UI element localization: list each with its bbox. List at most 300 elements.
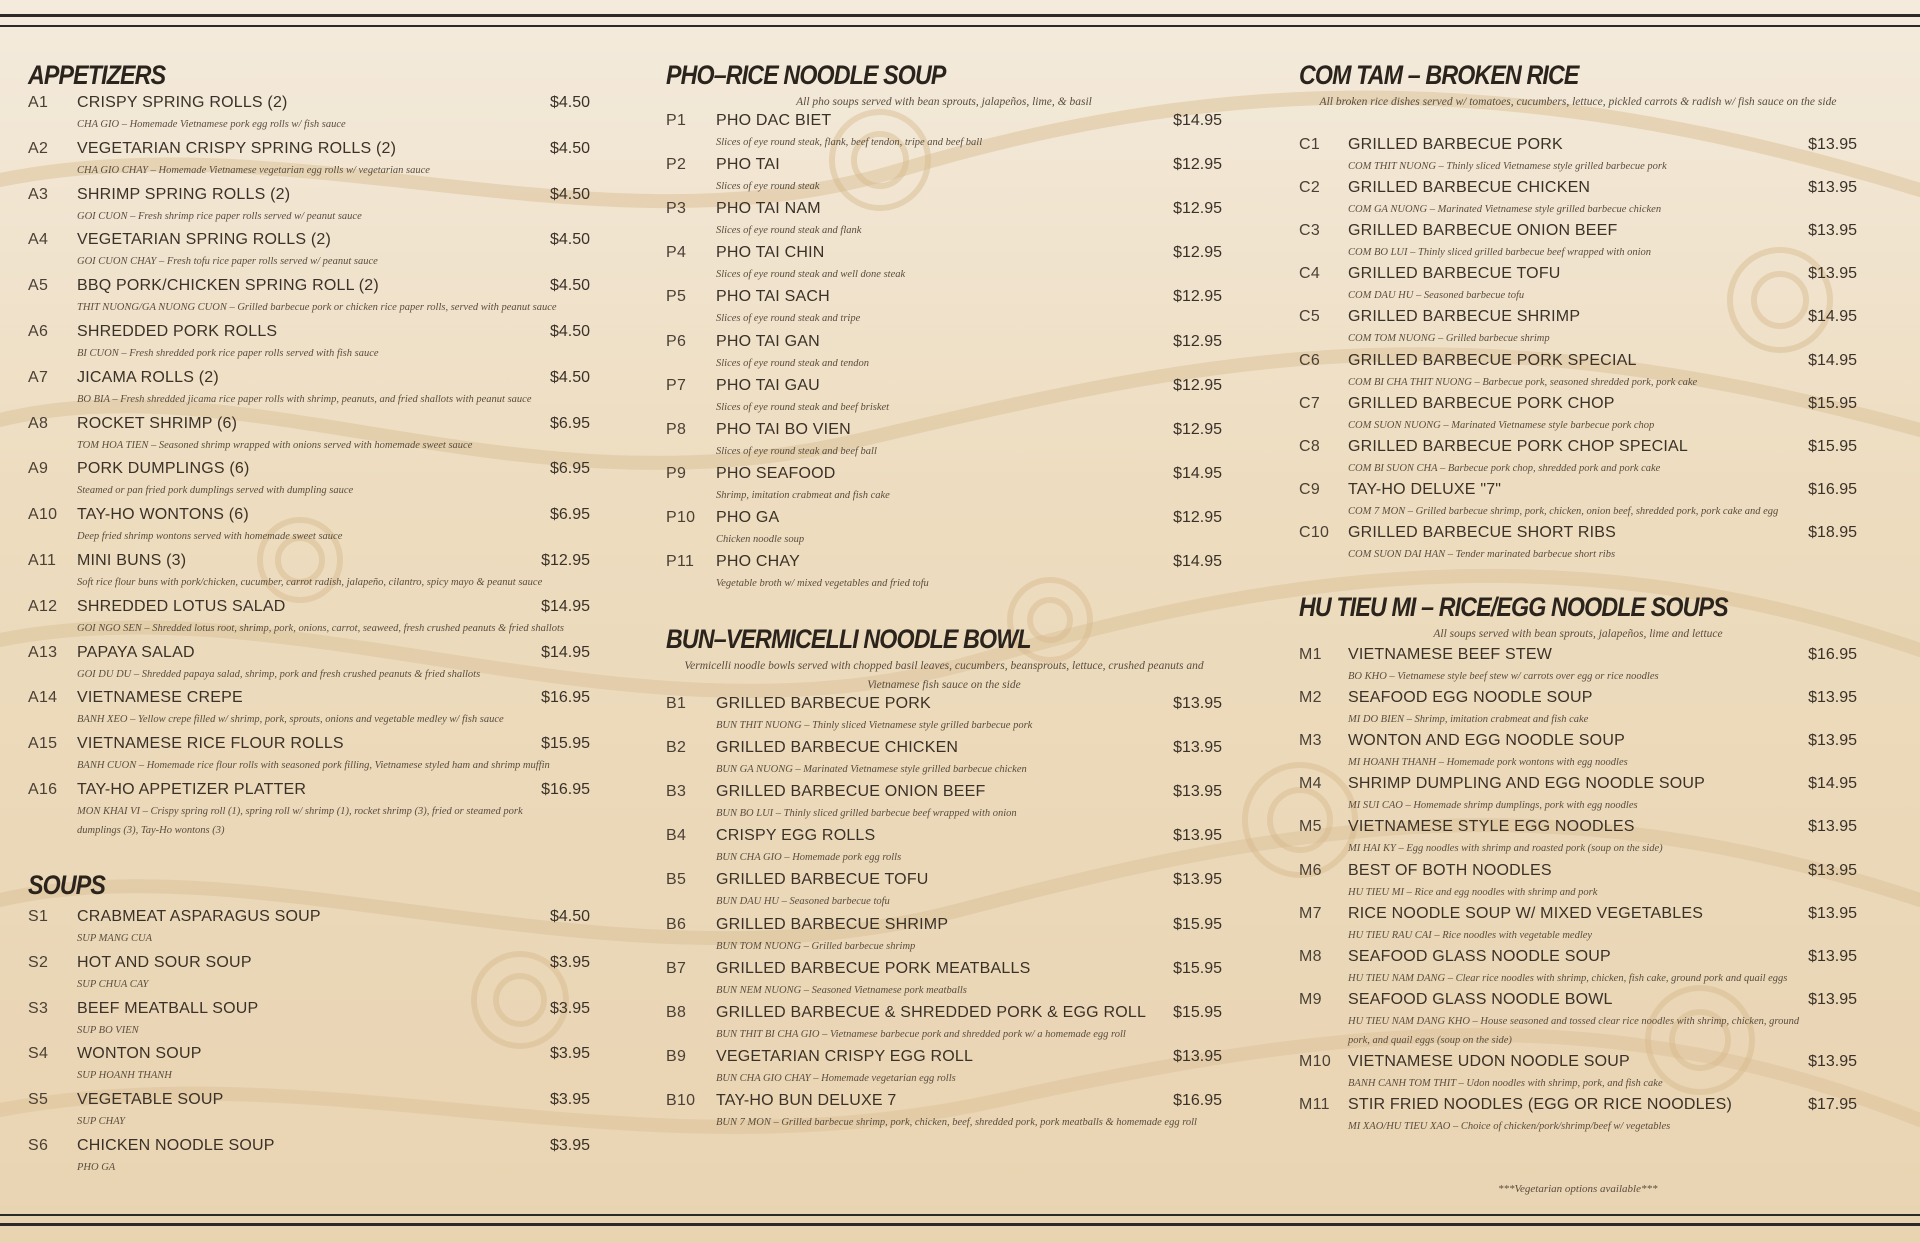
item-name: VEGETARIAN CRISPY SPRING ROLLS (2) (77, 139, 397, 157)
item-code: B3 (666, 783, 687, 801)
item-price: $13.95 (1808, 904, 1857, 922)
item-price: $15.95 (1173, 959, 1222, 977)
bottom-rule-thin (0, 1214, 1920, 1216)
item-price: $14.95 (1808, 775, 1857, 793)
item-description: MI DO BIEN – Shrimp, imitation crabmeat and fish cake (1348, 714, 1589, 726)
item-description: THIT NUONG/GA NUONG CUON – Grilled barbecue pork or chicken rice paper rolls, served with peanut sauce (77, 302, 557, 314)
item-description: SUP CHAY (77, 1116, 125, 1128)
item-name: GRILLED BARBECUE PORK CHOP SPECIAL (1348, 437, 1688, 455)
item-description: SUP MANG CUA (77, 933, 153, 944)
menu-item (28, 1045, 590, 1085)
item-price: $4.50 (549, 185, 590, 203)
item-code: B7 (666, 959, 687, 977)
menu-item (666, 244, 1222, 284)
bottom-rule-thick (0, 1223, 1920, 1226)
item-code: P7 (666, 376, 687, 394)
item-name: TAY-HO APPETIZER PLATTER (77, 781, 307, 798)
item-description: GOI DU DU – Shredded papaya salad, shrimp, pork and fresh crushed peanuts & fried shallots (77, 668, 481, 680)
menu-item (28, 1000, 590, 1040)
item-code: C4 (1299, 265, 1321, 283)
section-note-bun: Vermicelli noodle bowls served with chopped basil leaves, cucumbers, beansprouts, lettuce, crushed peanuts and Vietnamese fish sauce on the side (684, 660, 1204, 691)
item-description: BANH XEO – Yellow crepe filled w/ shrimp, pork, sprouts, onions and vegetable medley w/ fish sauce (77, 714, 504, 726)
item-code: C3 (1299, 222, 1321, 240)
menu-item (666, 739, 1222, 779)
item-description: BO BIA – Fresh shredded jicama rice paper rolls with shrimp, peanuts, and fried shallots with peanut sauce (77, 393, 532, 405)
item-description: CHA GIO – Homemade Vietnamese pork egg rolls w/ fish sauce (77, 119, 346, 130)
item-code: A12 (28, 597, 58, 615)
item-code: P9 (666, 464, 687, 482)
item-name: GRILLED BARBECUE & SHREDDED PORK & EGG ROLL (716, 1003, 1147, 1021)
item-price: $3.95 (549, 953, 590, 971)
menu-item (666, 783, 1222, 823)
item-name: GRILLED BARBECUE PORK (716, 695, 931, 712)
menu-item (1299, 646, 1857, 686)
item-name: JICAMA ROLLS (2) (77, 368, 219, 386)
item-price: $13.95 (1173, 739, 1222, 757)
item-description: COM 7 MON – Grilled barbecue shrimp, pork, chicken, onion beef, shredded pork, pork cake and egg (1348, 505, 1779, 517)
item-code: A10 (28, 506, 58, 524)
item-name: PHO TAI GAU (716, 376, 820, 394)
item-description: BUN CHA GIO – Homemade pork egg rolls (716, 852, 902, 864)
item-name: SEAFOOD EGG NOODLE SOUP (1348, 689, 1593, 707)
menu-item (1299, 136, 1857, 176)
item-price: $13.95 (1808, 179, 1857, 197)
item-description: PHO GA (77, 1162, 116, 1173)
item-name: PHO DAC BIET (716, 112, 832, 129)
section-title-hu-tieu: HU TIEU MI – RICE/EGG NOODLE SOUPS (1299, 592, 1728, 622)
item-description: BUN GA NUONG – Marinated Vietnamese style grilled barbecue chicken (716, 764, 1027, 776)
section-title-com-tam: COM TAM – BROKEN RICE (1299, 60, 1579, 90)
item-description: BUN NEM NUONG – Seasoned Vietnamese pork meatballs (716, 984, 967, 996)
item-description: CHA GIO CHAY – Homemade Vietnamese vegetarian egg rolls w/ vegetarian sauce (77, 164, 430, 176)
item-name: GRILLED BARBECUE PORK MEATBALLS (716, 959, 1031, 977)
item-code: S2 (28, 953, 49, 971)
menu-item (1299, 1053, 1857, 1093)
item-code: M8 (1299, 947, 1322, 965)
item-price: $16.95 (541, 781, 590, 798)
item-description: Slices of eye round steak, flank, beef tendon, tripe and beef ball (716, 137, 983, 148)
item-description: MI HOANH THANH – Homemade pork wontons with egg noodles (1348, 757, 1628, 769)
item-description: Slices of eye round steak (716, 181, 820, 193)
item-name: PHO TAI NAM (716, 200, 821, 218)
item-price: $13.95 (1173, 827, 1222, 845)
item-description: BUN BO LUI – Thinly sliced grilled barbecue beef wrapped with onion (716, 808, 1017, 820)
item-price: $13.95 (1808, 947, 1857, 965)
menu-item (666, 553, 1222, 593)
item-description: HU TIEU NAM DANG – Clear rice noodles with shrimp, chicken, fish cake, ground pork and quail eggs (1348, 972, 1788, 984)
item-description: Slices of eye round steak and well done steak (716, 269, 906, 281)
item-description: HU TIEU NAM DANG KHO – House seasoned and tossed clear rice noodles with shrimp, chicken, ground pork, and quail eggs (soup on the side) (1348, 1015, 1800, 1046)
menu-item (28, 735, 590, 775)
item-name: PHO TAI BO VIEN (716, 420, 851, 438)
item-description: TOM HOA TIEN – Seasoned shrimp wrapped with onions served with homemade sweet sauce (77, 439, 473, 451)
menu-item (1299, 1096, 1857, 1136)
item-code: C8 (1299, 437, 1321, 455)
item-code: C2 (1299, 179, 1321, 197)
item-name: GRILLED BARBECUE ONION BEEF (716, 783, 986, 801)
item-description: Steamed or pan fried pork dumplings served with dumpling sauce (77, 485, 354, 497)
item-code: M10 (1299, 1052, 1332, 1070)
item-price: $4.50 (549, 323, 590, 340)
item-code: A13 (28, 643, 58, 661)
section-title-bun: BUN–VERMICELLI NOODLE BOWL (666, 624, 1031, 654)
item-price: $13.95 (1808, 689, 1857, 707)
item-description: BUN THIT BI CHA GIO – Vietnamese barbecue pork and shredded pork w/ a homemade egg roll (716, 1028, 1126, 1040)
item-code: M9 (1299, 990, 1322, 1008)
item-code: M7 (1299, 904, 1322, 922)
top-rule-thick (0, 14, 1920, 17)
item-description: BI CUON – Fresh shredded pork rice paper rolls served with fish sauce (77, 348, 379, 359)
item-price: $14.95 (1173, 464, 1222, 482)
section-note-com-tam: All broken rice dishes served w/ tomatoes, cucumbers, lettuce, pickled carrots & radish w/ fish sauce on the side (1319, 96, 1837, 108)
item-code: B10 (666, 1091, 696, 1109)
item-description: COM SUON DAI HAN – Tender marinated barbecue short ribs (1348, 548, 1616, 560)
item-name: CHICKEN NOODLE SOUP (77, 1137, 275, 1154)
item-name: TAY-HO BUN DELUXE 7 (716, 1091, 897, 1109)
item-price: $12.95 (1173, 200, 1222, 218)
menu-item (666, 695, 1222, 735)
item-code: P4 (666, 244, 687, 262)
item-code: P1 (666, 112, 687, 129)
item-code: C1 (1299, 136, 1321, 153)
item-description: MON KHAI VI – Crispy spring roll (1), spring roll w/ shrimp (1), rocket shrimp (3), fried or steamed pork dumplings (3), Tay-Ho wontons (3) (77, 806, 523, 836)
menu-item (666, 156, 1222, 196)
item-name: VIETNAMESE UDON NOODLE SOUP (1348, 1052, 1630, 1070)
menu-item (1299, 905, 1857, 945)
item-name: GRILLED BARBECUE CHICKEN (1348, 179, 1591, 197)
item-name: SEAFOOD GLASS NOODLE SOUP (1348, 947, 1611, 965)
item-code: A14 (28, 689, 58, 707)
menu-item (666, 1004, 1222, 1044)
item-name: PHO TAI SACH (716, 288, 830, 306)
item-name: GRILLED BARBECUE PORK CHOP (1348, 394, 1615, 412)
item-code: B4 (666, 827, 687, 845)
menu-item (28, 781, 590, 836)
item-description: Slices of eye round steak and tripe (716, 313, 861, 325)
item-code: A1 (28, 94, 49, 111)
menu-item (666, 377, 1222, 417)
item-description: BUN THIT NUONG – Thinly sliced Vietnamese style grilled barbecue pork (716, 720, 1033, 731)
menu-item (28, 277, 590, 317)
item-description: COM GA NUONG – Marinated Vietnamese style grilled barbecue chicken (1348, 204, 1662, 216)
item-price: $12.95 (1173, 332, 1222, 350)
item-code: A8 (28, 414, 49, 432)
item-price: $13.95 (1808, 222, 1857, 240)
menu-item (666, 1048, 1222, 1088)
menu-item (1299, 395, 1857, 435)
menu-item (1299, 222, 1857, 262)
item-code: M6 (1299, 861, 1322, 879)
item-description: SUP HOANH THANH (77, 1070, 172, 1082)
item-code: A11 (28, 552, 57, 569)
item-name: BEST OF BOTH NOODLES (1348, 861, 1552, 879)
item-price: $4.50 (549, 139, 590, 157)
menu-item (28, 369, 590, 409)
menu-item (28, 323, 590, 363)
section-title-pho: PHO–RICE NOODLE SOUP (666, 60, 946, 90)
item-description: Vegetable broth w/ mixed vegetables and fried tofu (716, 578, 929, 589)
item-description: MI SUI CAO – Homemade shrimp dumplings, pork with egg noodles (1348, 800, 1638, 812)
menu-item (666, 1092, 1222, 1132)
item-code: A2 (28, 139, 49, 157)
item-price: $18.95 (1808, 523, 1857, 541)
menu-item (1299, 481, 1857, 521)
item-price: $16.95 (1808, 646, 1857, 663)
menu-item (1299, 438, 1857, 478)
item-description: Deep fried shrimp wontons served with homemade sweet sauce (77, 531, 343, 543)
item-code: B5 (666, 871, 687, 889)
menu-item (1299, 775, 1857, 815)
item-code: P2 (666, 156, 687, 174)
section-title-appetizers: APPETIZERS (28, 60, 166, 90)
item-name: PHO TAI CHIN (716, 244, 825, 262)
item-description: BANH CUON – Homemade rice flour rolls with seasoned pork filling, Vietnamese styled ham and shrimp muffin (77, 760, 550, 772)
item-name: VEGETARIAN SPRING ROLLS (2) (77, 231, 332, 249)
item-code: B2 (666, 739, 687, 757)
item-name: VIETNAMESE BEEF STEW (1348, 646, 1553, 663)
menu-item (28, 954, 590, 994)
item-code: A7 (28, 368, 49, 386)
item-price: $6.95 (549, 460, 590, 478)
menu-item (666, 871, 1222, 911)
item-name: TAY-HO DELUXE "7" (1348, 480, 1502, 498)
menu-item (1299, 265, 1857, 305)
item-price: $15.95 (1808, 437, 1857, 455)
item-name: GRILLED BARBECUE SHRIMP (1348, 308, 1581, 326)
item-price: $13.95 (1808, 265, 1857, 283)
item-description: BUN CHA GIO CHAY – Homemade vegetarian egg rolls (716, 1072, 956, 1084)
item-code: C9 (1299, 480, 1321, 498)
item-description: Soft rice flour buns with pork/chicken, cucumber, carrot radish, jalapeño, cilantro, spicy mayo & peanut sauce (77, 577, 543, 588)
item-description: COM BI CHA THIT NUONG – Barbecue pork, seasoned shredded pork, pork cake (1348, 376, 1698, 388)
item-name: BEEF MEATBALL SOUP (77, 999, 259, 1017)
item-name: VEGETABLE SOUP (77, 1091, 224, 1109)
item-price: $12.95 (1173, 288, 1222, 306)
section-note-hu-tieu: All soups served with bean sprouts, jalapeños, lime and lettuce (1433, 628, 1723, 640)
item-price: $16.95 (1808, 480, 1857, 498)
menu-item (1299, 308, 1857, 348)
menu-item (666, 333, 1222, 373)
item-name: GRILLED BARBECUE SHORT RIBS (1348, 523, 1616, 541)
item-price: $14.95 (1173, 553, 1222, 570)
item-name: VEGETARIAN CRISPY EGG ROLL (716, 1047, 974, 1065)
item-price: $16.95 (541, 689, 590, 707)
item-description: COM DAU HU – Seasoned barbecue tofu (1348, 290, 1525, 302)
item-name: PHO TAI (716, 156, 780, 174)
menu-item (666, 421, 1222, 461)
item-description: Chicken noodle soup (716, 533, 805, 545)
menu-item (1299, 990, 1857, 1046)
item-name: RICE NOODLE SOUP W/ MIXED VEGETABLES (1348, 904, 1704, 922)
item-price: $13.95 (1173, 871, 1222, 889)
item-code: M1 (1299, 646, 1322, 663)
item-code: P11 (666, 553, 695, 570)
item-price: $13.95 (1808, 1052, 1857, 1070)
item-name: STIR FRIED NOODLES (EGG OR RICE NOODLES) (1348, 1096, 1733, 1113)
menu-item (28, 644, 590, 684)
item-name: GRILLED BARBECUE TOFU (716, 871, 929, 889)
item-description: Slices of eye round steak and beef ball (716, 445, 877, 457)
menu-item (666, 200, 1222, 240)
item-code: P10 (666, 508, 696, 526)
item-code: M4 (1299, 775, 1322, 793)
menu-item (1299, 179, 1857, 219)
item-description: BO KHO – Vietnamese style beef stew w/ carrots over egg or rice noodles (1348, 671, 1659, 682)
menu-item (666, 288, 1222, 328)
item-price: $14.95 (541, 597, 590, 615)
item-code: S1 (28, 908, 49, 925)
item-price: $4.50 (549, 277, 590, 295)
item-name: PHO SEAFOOD (716, 464, 836, 482)
item-name: VIETNAMESE STYLE EGG NOODLES (1348, 818, 1635, 836)
menu-item (28, 598, 590, 638)
item-code: B9 (666, 1047, 687, 1065)
item-description: GOI NGO SEN – Shredded lotus root, shrimp, pork, onions, carrot, seaweed, fresh crushed peanuts & fried shallots (77, 622, 564, 634)
item-description: BUN DAU HU – Seasoned barbecue tofu (716, 896, 890, 908)
item-name: VIETNAMESE RICE FLOUR ROLLS (77, 735, 344, 753)
item-code: S6 (28, 1137, 49, 1154)
item-name: HOT AND SOUR SOUP (77, 953, 252, 971)
item-description: SUP BO VIEN (77, 1024, 139, 1036)
item-price: $14.95 (1173, 112, 1222, 129)
menu-item (666, 509, 1222, 549)
item-code: P5 (666, 288, 687, 306)
item-price: $13.95 (1808, 136, 1857, 153)
section-note-pho: All pho soups served with bean sprouts, jalapeños, lime, & basil (796, 96, 1092, 108)
item-code: A15 (28, 735, 58, 753)
item-price: $14.95 (1808, 351, 1857, 369)
item-code: C5 (1299, 308, 1321, 326)
item-price: $14.95 (541, 643, 590, 661)
item-name: GRILLED BARBECUE SHRIMP (716, 915, 949, 933)
item-description: COM SUON NUONG – Marinated Vietnamese style barbecue pork chop (1348, 419, 1655, 431)
item-price: $6.95 (549, 414, 590, 432)
item-price: $12.95 (1173, 376, 1222, 394)
item-price: $15.95 (1173, 1003, 1222, 1021)
item-price: $12.95 (1173, 508, 1222, 526)
menu-item (666, 916, 1222, 956)
item-price: $3.95 (549, 1091, 590, 1109)
item-description: COM BO LUI – Thinly sliced grilled barbecue beef wrapped with onion (1348, 247, 1652, 259)
item-code: C6 (1299, 351, 1321, 369)
item-name: GRILLED BARBECUE ONION BEEF (1348, 222, 1618, 240)
item-name: SEAFOOD GLASS NOODLE BOWL (1348, 990, 1613, 1008)
item-description: COM TOM NUONG – Grilled barbecue shrimp (1348, 333, 1550, 345)
vegetarian-options-note: ***Vegetarian options available*** (1498, 1183, 1658, 1195)
menu-item (28, 415, 590, 455)
item-code: B1 (666, 695, 687, 712)
menu-item (28, 94, 590, 134)
item-description: HU TIEU MI – Rice and egg noodles with shrimp and pork (1348, 886, 1598, 898)
top-rule-thin (0, 25, 1920, 27)
item-price: $16.95 (1173, 1091, 1222, 1109)
item-name: PHO TAI GAN (716, 332, 820, 350)
menu-item (28, 1091, 590, 1131)
item-price: $12.95 (1173, 244, 1222, 262)
item-description: Slices of eye round steak and tendon (716, 357, 869, 369)
item-description: MI XAO/HU TIEU XAO – Choice of chicken/pork/shrimp/beef w/ vegetables (1348, 1121, 1671, 1132)
section-title-soups: SOUPS (28, 870, 105, 900)
item-name: ROCKET SHRIMP (6) (77, 414, 238, 432)
item-price: $13.95 (1808, 861, 1857, 879)
item-price: $13.95 (1808, 732, 1857, 750)
item-price: $15.95 (1173, 915, 1222, 933)
item-code: S5 (28, 1091, 49, 1109)
item-code: P6 (666, 332, 687, 350)
item-name: TAY-HO WONTONS (6) (77, 506, 249, 524)
item-name: CRISPY EGG ROLLS (716, 827, 876, 845)
item-code: B6 (666, 915, 687, 933)
item-code: C7 (1299, 394, 1321, 412)
item-name: PHO CHAY (716, 553, 800, 570)
item-description: COM BI SUON CHA – Barbecue pork chop, shredded pork and pork cake (1348, 462, 1661, 474)
menu-item (28, 552, 590, 592)
item-price: $4.50 (549, 231, 590, 249)
item-code: P3 (666, 200, 687, 218)
item-description: GOI CUON – Fresh shrimp rice paper rolls served w/ peanut sauce (77, 210, 362, 222)
menu-item (28, 140, 590, 180)
item-code: B8 (666, 1003, 687, 1021)
item-code: S4 (28, 1045, 49, 1063)
item-description: BUN TOM NUONG – Grilled barbecue shrimp (716, 940, 916, 952)
item-name: GRILLED BARBECUE PORK SPECIAL (1348, 351, 1637, 369)
item-price: $17.95 (1808, 1096, 1857, 1113)
menu-item (666, 112, 1222, 152)
item-name: CRABMEAT ASPARAGUS SOUP (77, 908, 321, 925)
menu-item (28, 186, 590, 226)
item-name: WONTON SOUP (77, 1045, 202, 1063)
item-code: M2 (1299, 689, 1322, 707)
item-description: BANH CANH TOM THIT – Udon noodles with shrimp, pork, and fish cake (1348, 1077, 1663, 1089)
item-price: $15.95 (1808, 394, 1857, 412)
item-name: CRISPY SPRING ROLLS (2) (77, 94, 288, 111)
item-code: M3 (1299, 732, 1322, 750)
item-description: Slices of eye round steak and beef brisket (716, 401, 890, 413)
item-name: GRILLED BARBECUE TOFU (1348, 265, 1561, 283)
item-name: SHRIMP DUMPLING AND EGG NOODLE SOUP (1348, 775, 1705, 793)
item-code: M11 (1299, 1096, 1330, 1113)
item-name: VIETNAMESE CREPE (77, 689, 243, 707)
item-code: M5 (1299, 818, 1322, 836)
menu-item (1299, 862, 1857, 902)
menu-item (1299, 352, 1857, 392)
item-description: MI HAI KY – Egg noodles with shrimp and roasted pork (soup on the side) (1348, 843, 1663, 855)
item-price: $3.95 (549, 1045, 590, 1063)
item-name: MINI BUNS (3) (77, 552, 187, 569)
item-name: PAPAYA SALAD (77, 643, 195, 661)
item-price: $3.95 (549, 999, 590, 1017)
menu-item (28, 908, 590, 948)
item-name: SHREDDED PORK ROLLS (77, 323, 278, 340)
item-price: $13.95 (1173, 695, 1222, 712)
menu-item (1299, 732, 1857, 772)
item-code: A5 (28, 277, 49, 295)
item-name: PHO GA (716, 508, 780, 526)
item-name: BBQ PORK/CHICKEN SPRING ROLL (2) (77, 277, 379, 295)
menu-item (28, 506, 590, 546)
item-description: Shrimp, imitation crabmeat and fish cake (716, 489, 890, 501)
menu-item (666, 827, 1222, 867)
item-description: HU TIEU RAU CAI – Rice noodles with vegetable medley (1348, 929, 1593, 941)
item-name: SHREDDED LOTUS SALAD (77, 597, 286, 615)
item-price: $4.50 (549, 368, 590, 386)
item-price: $4.50 (549, 94, 590, 111)
item-price: $12.95 (1173, 420, 1222, 438)
item-code: A3 (28, 185, 49, 203)
menu-item (1299, 689, 1857, 729)
item-code: A4 (28, 231, 49, 249)
item-price: $13.95 (1808, 818, 1857, 836)
